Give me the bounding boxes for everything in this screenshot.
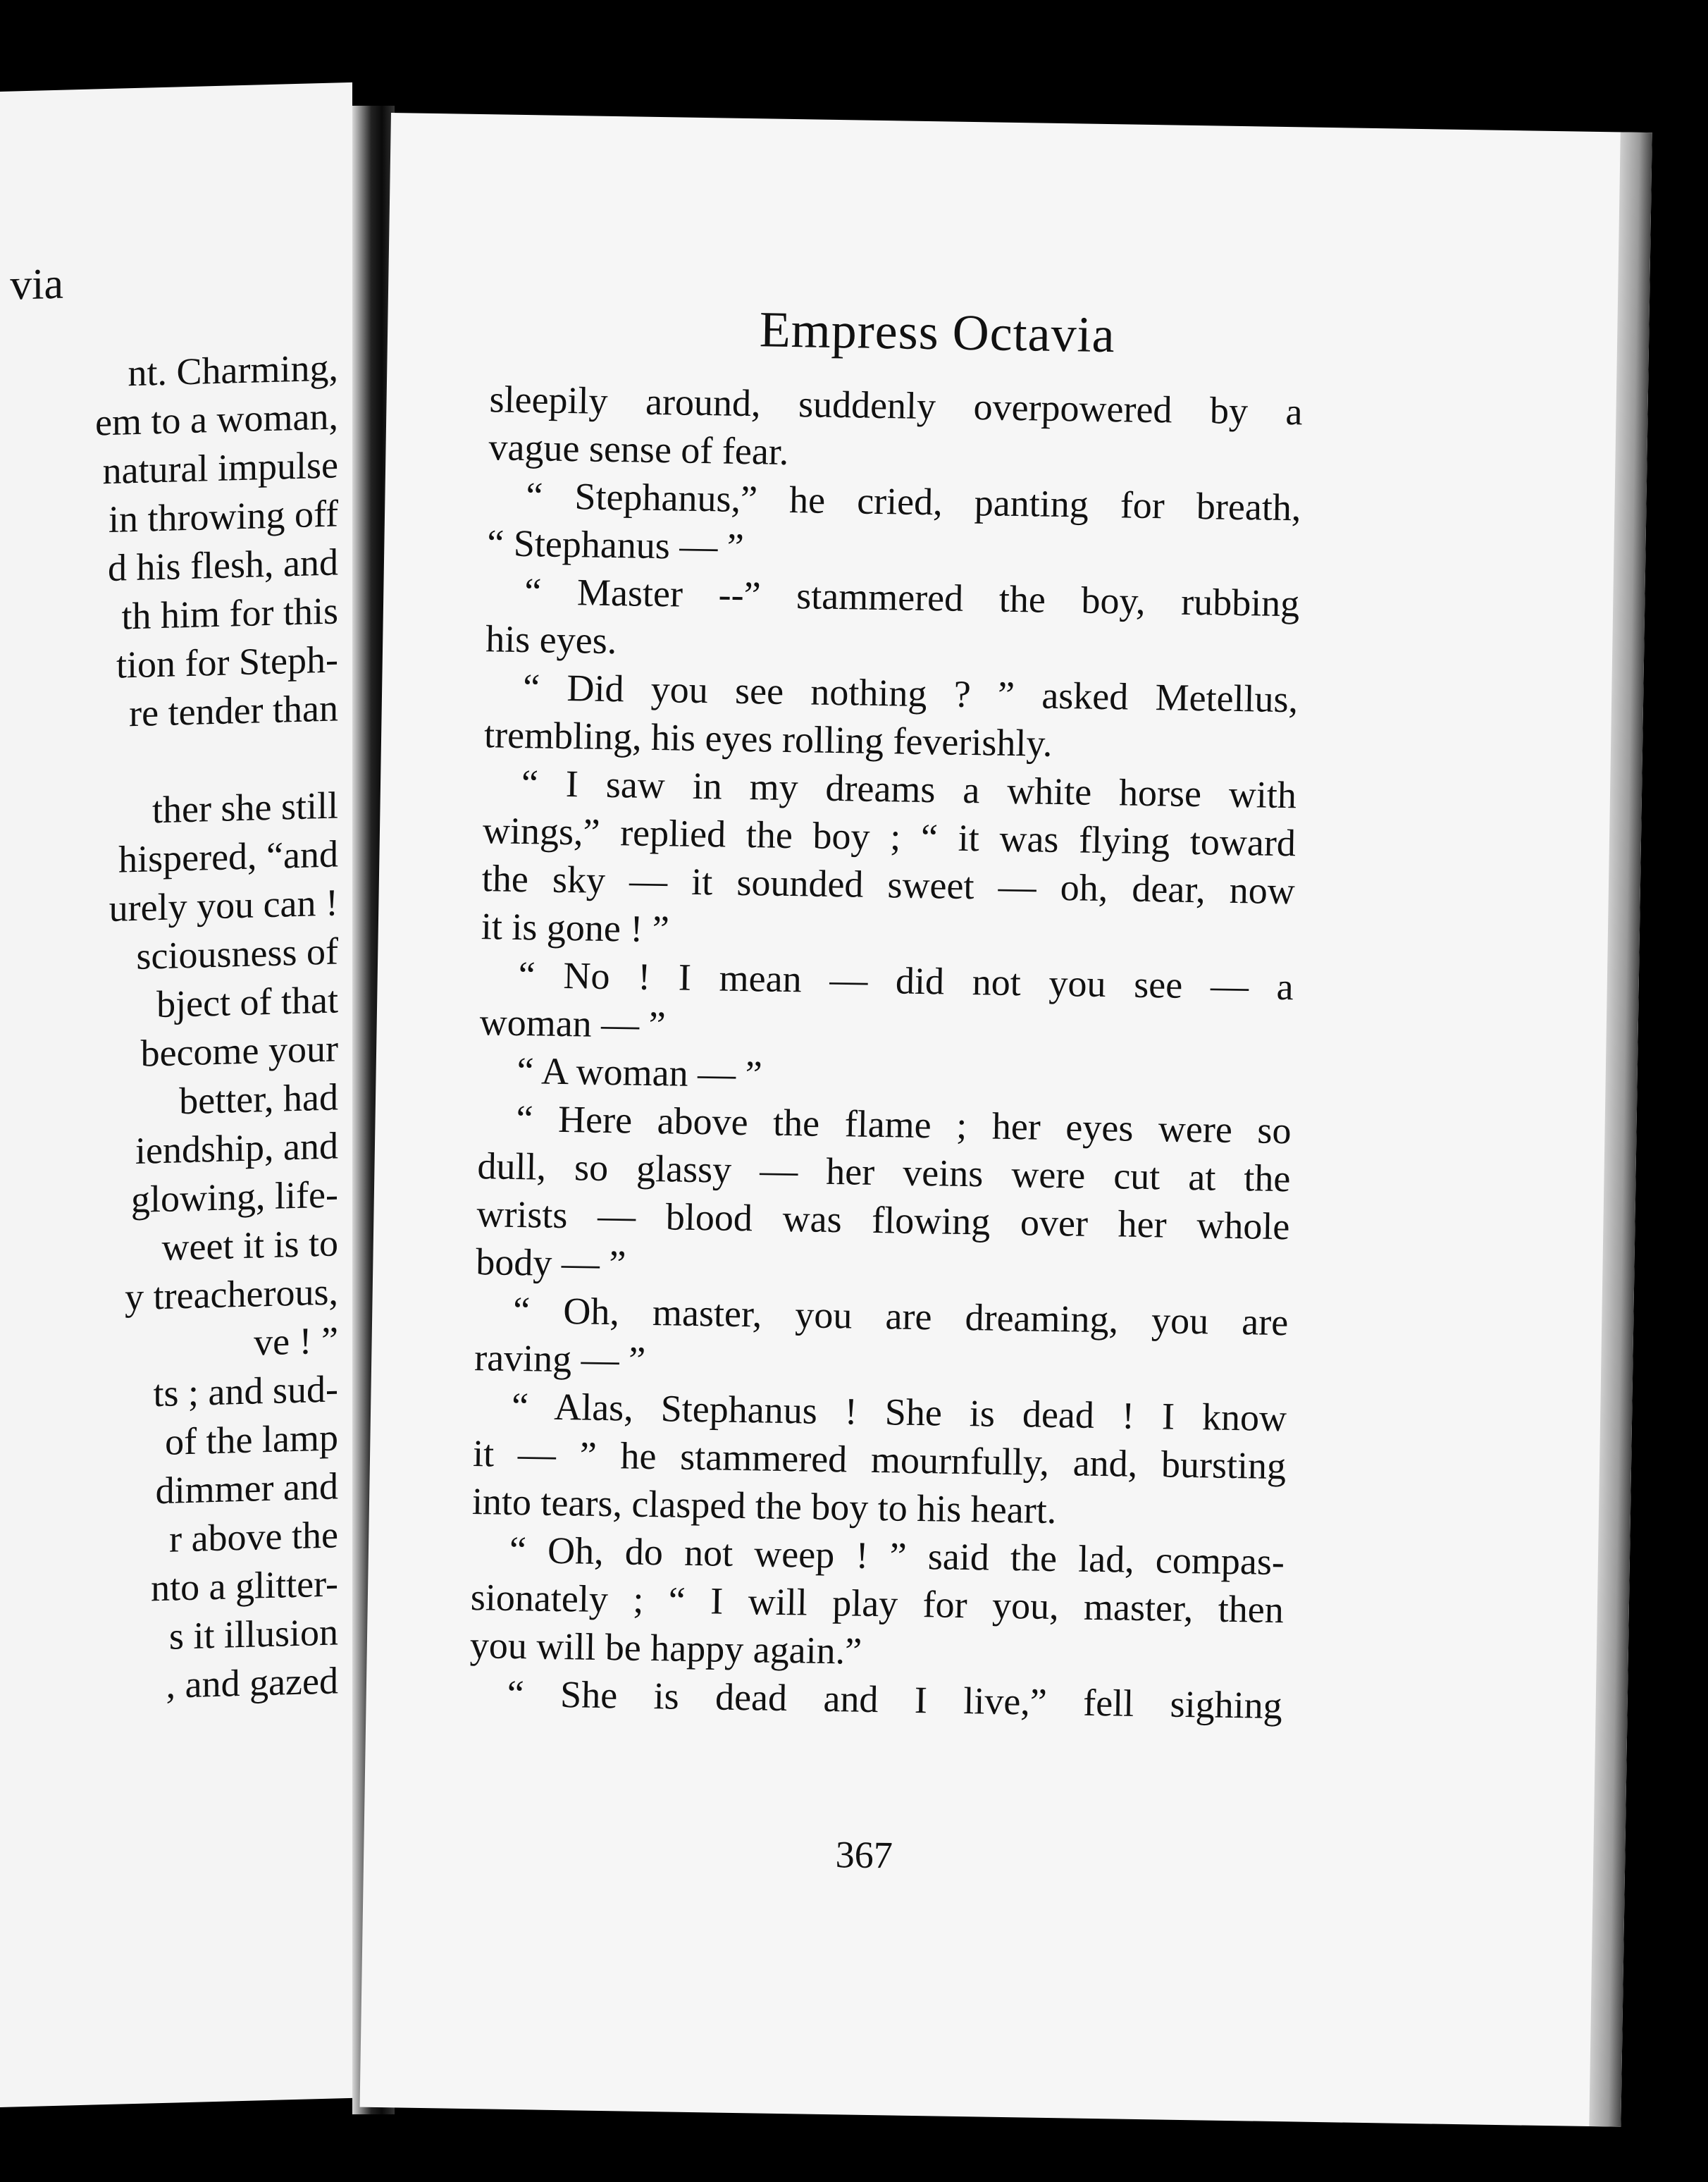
text-line: “ A woman — ” [516, 1049, 763, 1096]
text-line: sciousness of [136, 930, 338, 978]
text-line: sionately ; “ I will play for you, master, then [470, 1576, 1285, 1632]
text-line: it — ” he stammered mournfully, and, bursting [472, 1432, 1287, 1488]
left-running-head: via [10, 259, 63, 309]
text-line: you will be happy again.” [469, 1624, 862, 1672]
text-line: s it illusion [168, 1610, 338, 1658]
right-text-block [469, 375, 1303, 1730]
text-line: dull, so glassy — her veins were cut at the [477, 1145, 1291, 1200]
text-line: “ I saw in my dreams a white horse with [521, 762, 1297, 817]
text-line: natural impulse [102, 443, 338, 493]
text-line: his eyes. [485, 617, 617, 662]
text-line: “ Alas, Stephanus ! She is dead ! I know [511, 1384, 1287, 1440]
text-line: y treacherous, [125, 1270, 338, 1319]
text-line: trembling, his eyes rolling feverishly. [483, 713, 1053, 765]
text-line: d his flesh, and [108, 541, 338, 589]
text-line: in throwing off [109, 492, 338, 541]
text-line: weet it is to [161, 1221, 338, 1269]
text-line: “ No ! I mean — did not you see — a [518, 953, 1294, 1009]
text-line: tion for Steph- [116, 638, 338, 686]
text-line: ther she still [152, 784, 338, 832]
text-line: wings,” replied the boy ; “ it was flying toward [482, 809, 1297, 865]
text-line: th him for this [121, 589, 338, 638]
text-line: urely you can ! [109, 881, 338, 930]
text-line: re tender than [129, 686, 338, 735]
text-line: iendship, and [135, 1124, 338, 1172]
text-line: into tears, clasped the boy to his heart. [471, 1480, 1057, 1532]
text-line: “ Did you see nothing ? ” asked Metellus, [522, 666, 1299, 721]
text-line: it is gone ! ” [481, 905, 670, 951]
text-line: r above the [169, 1513, 338, 1560]
text-line: hispered, “and [118, 832, 338, 881]
text-line: nto a glitter- [151, 1562, 338, 1610]
text-line: woman — ” [479, 1001, 667, 1047]
text-line: “ Stephanus — ” [486, 522, 745, 568]
text-line: ts ; and sud- [153, 1367, 338, 1415]
text-line: dimmer and [155, 1465, 338, 1512]
text-line: bject of that [156, 978, 338, 1026]
page-running-head: Empress Octavia [759, 301, 1116, 364]
text-line: of the lamp [165, 1416, 338, 1463]
text-line: “ Master --” stammered the boy, rubbing [524, 570, 1300, 625]
text-line: em to a woman, [95, 395, 338, 444]
text-line: nt. Charming, [128, 346, 338, 395]
page-edge [1589, 132, 1652, 2126]
text-line: glowing, life- [131, 1173, 338, 1221]
left-page [0, 82, 352, 2107]
text-line: raving — ” [474, 1336, 646, 1381]
text-line: “ Here above the flame ; her eyes were so [516, 1097, 1292, 1152]
text-line: “ Oh, master, you are dreaming, you are [512, 1288, 1289, 1344]
text-line: wrists — blood was flowing over her whole [476, 1192, 1290, 1248]
text-line: sleepily around, suddenly overpowered by a [489, 378, 1303, 433]
text-line: “ Oh, do not weep ! ” said the lad, compas- [509, 1528, 1285, 1584]
text-line: vague sense of fear. [488, 426, 789, 473]
page-number: 367 [835, 1833, 893, 1877]
text-line: “ She is dead and I live,” fell sighing [507, 1672, 1283, 1727]
right-page [360, 113, 1652, 2127]
text-line: become your [140, 1027, 338, 1075]
text-line: the sky — it sounded sweet — oh, dear, now [481, 857, 1296, 913]
text-line: “ Stephanus,” he cried, panting for breath, [526, 474, 1301, 529]
text-line: body — ” [475, 1240, 626, 1286]
text-line: better, had [179, 1075, 338, 1123]
text-line: ve ! ” [254, 1319, 338, 1364]
text-line: , and gazed [166, 1659, 338, 1706]
left-text-block [0, 343, 338, 1727]
